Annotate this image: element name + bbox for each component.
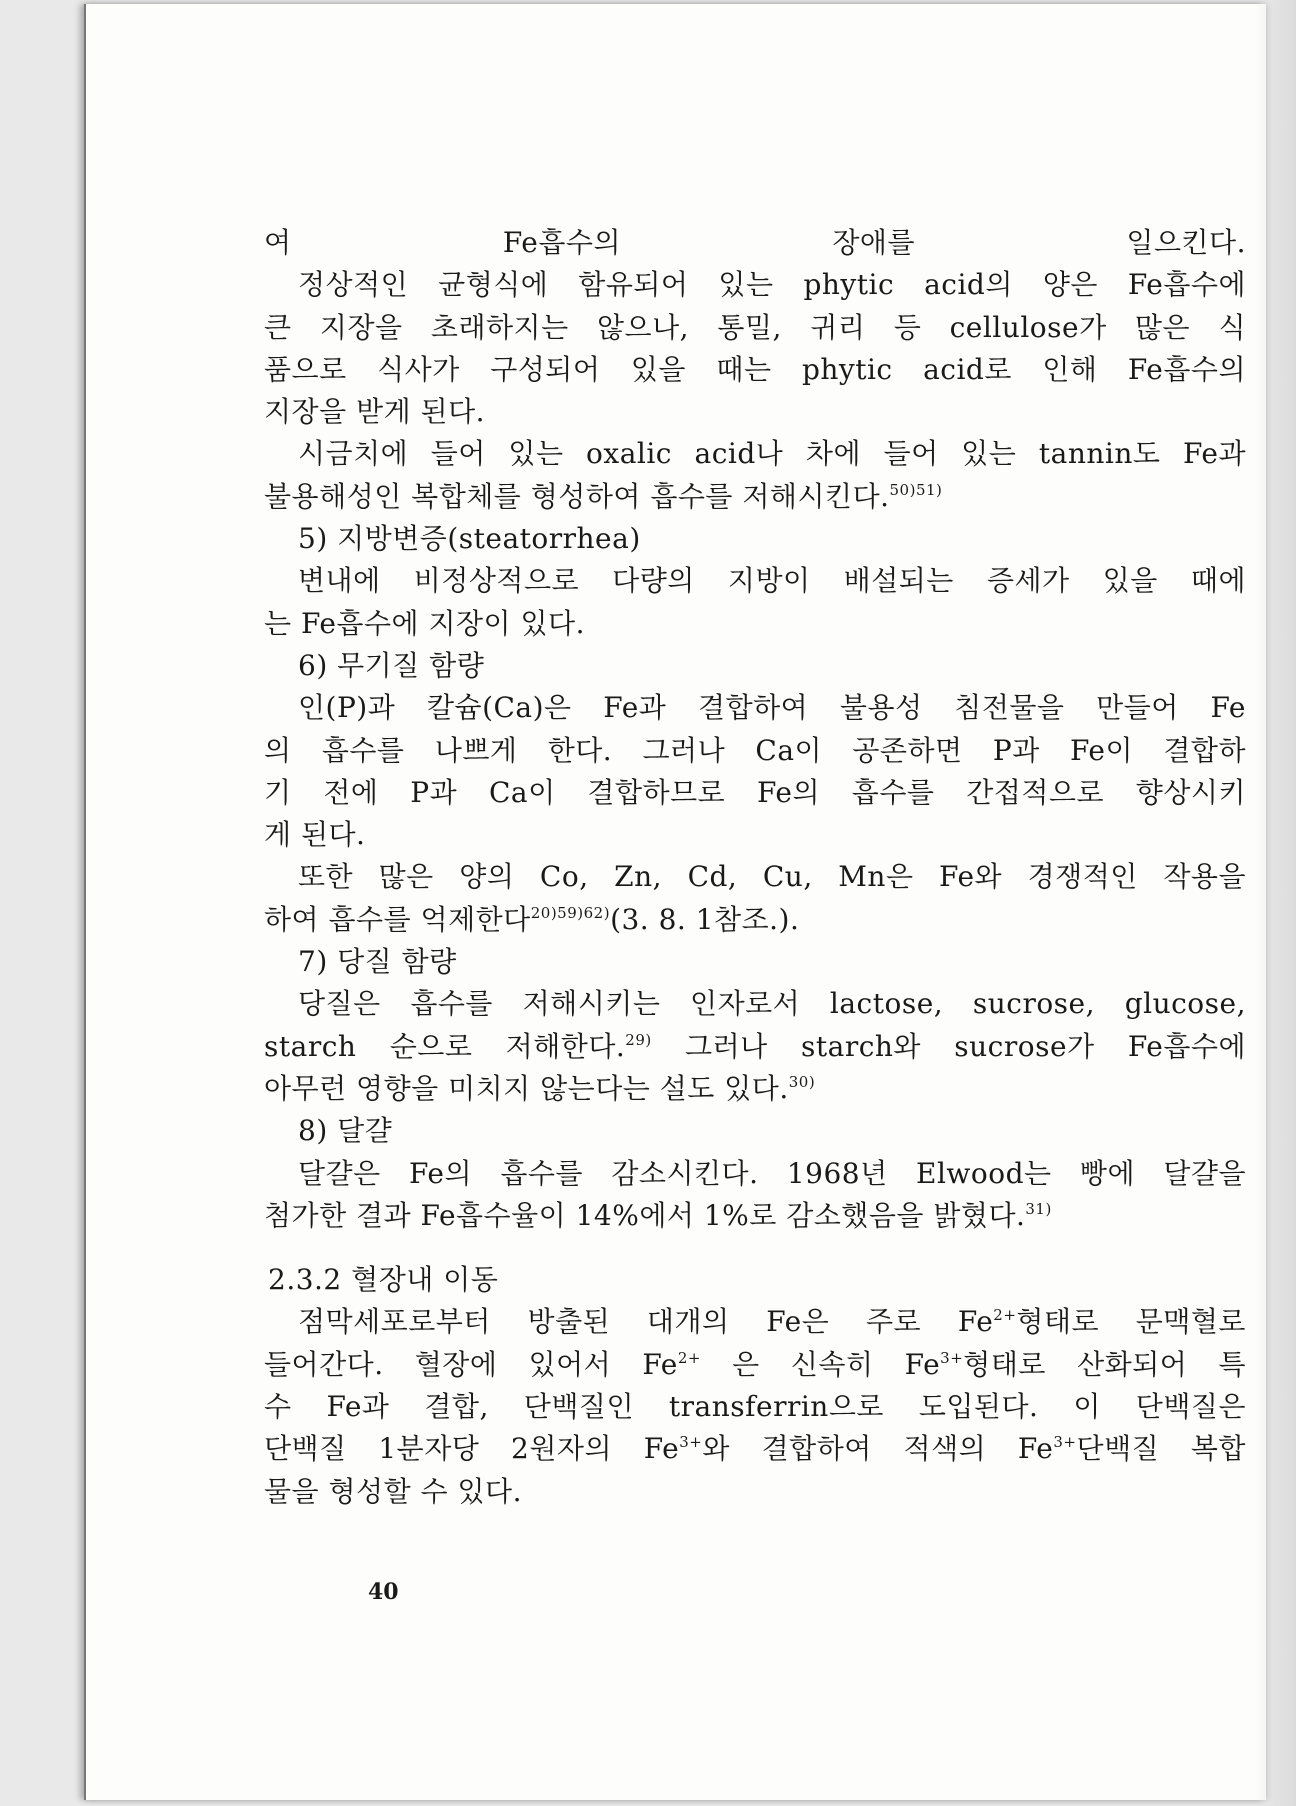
text: 5) 지방변증(steatorrhea) xyxy=(298,522,641,556)
text: 형태로 문맥혈로 xyxy=(1016,1305,1246,1339)
text-line xyxy=(264,1428,1246,1470)
text-line xyxy=(264,1471,1246,1513)
text-line xyxy=(264,476,1246,518)
text: 아무런 영향을 미치지 않는다는 설도 있다. xyxy=(264,1071,789,1105)
text: 6) 무기질 함량 xyxy=(298,648,485,682)
text: 당질은 흡수를 저해시키는 인자로서 lactose, sucrose, glucose, xyxy=(298,987,1246,1021)
page-number: 40 xyxy=(368,1579,399,1605)
text: 변내에 비정상적으로 다량의 지방이 배설되는 증세가 있을 때에 xyxy=(298,564,1246,598)
reference-superscript: 30) xyxy=(788,1072,816,1091)
ion-charge: 3+ xyxy=(940,1348,964,1367)
text: 형태로 산화되어 특 xyxy=(963,1347,1246,1381)
text-line xyxy=(264,814,1246,856)
text-line xyxy=(264,899,1246,941)
text: 2.3.2 혈장내 이동 xyxy=(268,1263,499,1297)
text: 하여 흡수를 억제한다 xyxy=(264,902,531,936)
text-line xyxy=(264,983,1246,1025)
subsection-heading xyxy=(264,518,1246,560)
text: 품으로 식사가 구성되어 있을 때는 phytic acid로 인해 Fe흡수의 xyxy=(264,352,1246,386)
text: 의 흡수를 나쁘게 한다. 그러나 Ca이 공존하면 P과 Fe이 결합하 xyxy=(264,733,1246,767)
text: 또한 많은 양의 Co, Zn, Cd, Cu, Mn은 Fe와 경쟁적인 작용을 xyxy=(298,860,1246,894)
text-line xyxy=(264,687,1246,729)
text-line xyxy=(264,391,1246,433)
text: 점막세포로부터 방출된 대개의 Fe은 주로 Fe xyxy=(298,1305,994,1339)
text-line xyxy=(264,1153,1246,1195)
text: 는 Fe흡수에 지장이 있다. xyxy=(264,606,586,640)
text: 은 신속히 Fe xyxy=(732,1347,941,1381)
text: 달걀은 Fe의 흡수를 감소시킨다. 1968년 Elwood는 빵에 달걀을 xyxy=(298,1156,1246,1190)
text-line xyxy=(264,307,1246,349)
ion-charge: 2+ xyxy=(993,1306,1017,1325)
text: 큰 지장을 초래하지는 않으나, 통밀, 귀리 등 cellulose가 많은 식 xyxy=(264,310,1246,344)
text: 단백질 1분자당 2원자의 Fe xyxy=(264,1432,680,1466)
text: 정상적인 균형식에 함유되어 있는 phytic acid의 양은 Fe흡수에 xyxy=(298,268,1246,302)
ion-charge: 3+ xyxy=(679,1433,703,1452)
text: 들어간다. 혈장에 있어서 Fe xyxy=(264,1347,678,1381)
text-line xyxy=(264,1026,1246,1068)
subsection-heading xyxy=(264,645,1246,687)
text: 게 된다. xyxy=(264,818,366,852)
text: starch 순으로 저해한다. xyxy=(264,1029,626,1063)
text-line xyxy=(264,1068,1246,1110)
ion-charge: 2+ xyxy=(677,1348,701,1367)
reference-superscript: 50)51) xyxy=(889,480,943,499)
reference-superscript: 31) xyxy=(1025,1199,1052,1218)
text-line xyxy=(264,603,1246,645)
subsection-heading xyxy=(264,1110,1246,1152)
text: 인(P)과 칼슘(Ca)은 Fe과 결합하여 불용성 침전물을 만들어 Fe xyxy=(298,691,1246,725)
text: 지장을 받게 된다. xyxy=(264,395,486,429)
reference-superscript: 20)59)62) xyxy=(530,903,611,922)
text-line xyxy=(264,1386,1246,1428)
text-line xyxy=(264,433,1246,475)
section-heading xyxy=(264,1259,1246,1301)
text: 첨가한 결과 Fe흡수율이 14%에서 1%로 감소했음을 밝혔다. xyxy=(264,1198,1026,1232)
text-line xyxy=(264,1344,1246,1386)
text: 시금치에 들어 있는 oxalic acid나 차에 들어 있는 tannin도 Fe과 xyxy=(298,437,1246,471)
text: 단백질 복합 xyxy=(1076,1432,1246,1466)
document-page xyxy=(84,4,1266,1800)
text: 수 Fe과 결합, 단백질인 transferrin으로 도입된다. 이 단백질은 xyxy=(264,1390,1246,1424)
text: 기 전에 P과 Ca이 결합하므로 Fe의 흡수를 간접적으로 향상시키 xyxy=(264,775,1246,809)
text-line xyxy=(264,1301,1246,1343)
text: 불용해성인 복합체를 형성하여 흡수를 저해시킨다. xyxy=(264,479,890,513)
text: 물을 형성할 수 있다. xyxy=(264,1474,522,1508)
text: 7) 당질 함량 xyxy=(298,945,457,979)
text-line xyxy=(264,772,1246,814)
text: (3. 8. 1참조.). xyxy=(610,902,800,936)
text-line xyxy=(264,560,1246,602)
reference-superscript: 29) xyxy=(625,1030,652,1049)
text: 와 결합하여 적색의 Fe xyxy=(702,1432,1054,1466)
text-line xyxy=(264,1195,1246,1237)
text-line xyxy=(264,264,1246,306)
text: 8) 달걀 xyxy=(298,1114,393,1148)
text: 여 Fe흡수의 장애를 일으킨다. xyxy=(264,226,1246,259)
text-line xyxy=(264,222,1246,264)
subsection-heading xyxy=(264,941,1246,983)
ion-charge: 3+ xyxy=(1053,1433,1077,1452)
text: 그러나 starch와 sucrose가 Fe흡수에 xyxy=(685,1029,1247,1063)
text-line xyxy=(264,730,1246,772)
page-edge-shadow xyxy=(1256,0,1296,1806)
text-line xyxy=(264,856,1246,898)
text-line xyxy=(264,349,1246,391)
page-body xyxy=(264,222,1246,1513)
